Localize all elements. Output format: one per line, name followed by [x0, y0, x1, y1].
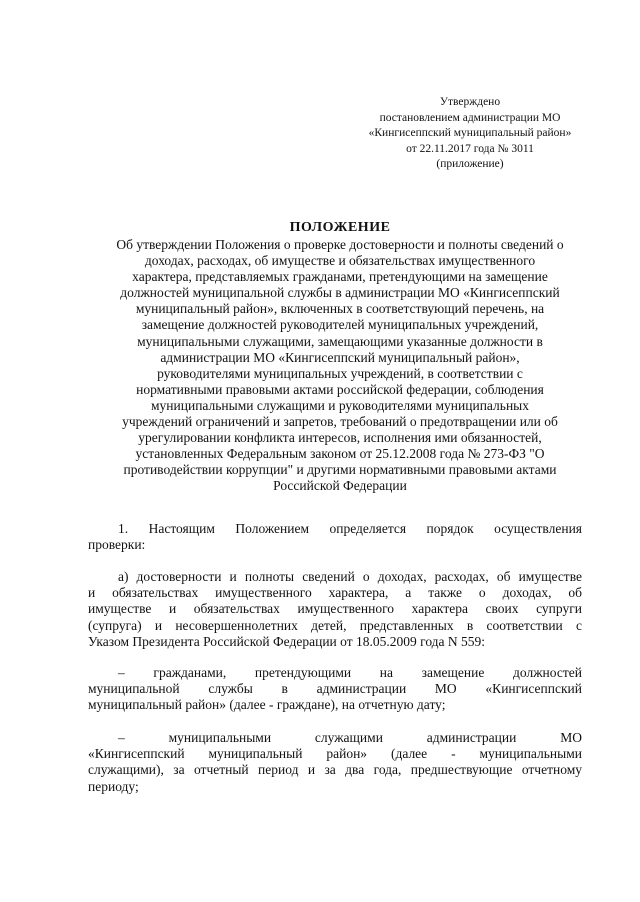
subtitle-line: администрации МО «Кингисеппский муниципальный район», — [160, 349, 520, 365]
subtitle-line: руководителями муниципальных учреждений, в соответствии с — [157, 365, 523, 381]
paragraph-line: муниципальной службы в администрации МО «Кингисеппский — [88, 681, 582, 697]
subtitle-line: муниципальными служащими и руководителями муниципальных — [151, 397, 529, 413]
subtitle-line: должностей муниципальной службы в администрации МО «Кингисеппский — [120, 285, 560, 301]
subtitle-line: замещение должностей руководителей муниципальных учреждений, — [141, 317, 539, 333]
paragraph-line: периоду; — [88, 778, 139, 794]
paragraph-4 — [88, 730, 582, 795]
paragraph-2 — [88, 569, 582, 650]
paragraph-line: проверки: — [88, 537, 146, 553]
subtitle-line: учреждений ограничений и запретов, требований о предотвращении или об — [122, 414, 558, 430]
paragraph-line: «Кингисеппский муниципальный район» (далее - муниципальными — [88, 746, 582, 762]
subtitle-line: муниципальными служащими, замещающими указанные должности в — [137, 333, 543, 349]
document-subtitle — [78, 237, 602, 495]
approval-line: (приложение) — [436, 158, 504, 170]
word: муниципальными — [168, 730, 272, 745]
approval-line: Утверждено — [439, 96, 501, 108]
paragraph-line: Указом Президента Российской Федерации от 18.05.2009 года N 559: — [88, 633, 486, 649]
subtitle-line: противодействии коррупции" и другими нормативными правовыми актами — [123, 462, 557, 478]
paragraph-1 — [88, 521, 582, 553]
paragraph-line: муниципальный район» (далее - граждане), на отчетную дату; — [88, 697, 446, 713]
subtitle-line: доходах, расходах, об имуществе и обязательствах имущественного — [144, 253, 536, 269]
subtitle-line: урегулировании конфликта интересов, исполнения ими обязанностей, — [138, 430, 542, 446]
word: служащими — [314, 730, 383, 745]
word: администрации — [426, 730, 517, 745]
paragraph-first-line — [88, 665, 582, 681]
approval-line: «Кингисеппский муниципальный район» — [368, 127, 572, 139]
paragraph-line: 1. Настоящим Положением определяется порядок осуществления — [118, 521, 582, 536]
dash-marker: – — [118, 730, 125, 745]
word: МО — [560, 730, 582, 745]
paragraph-first-line — [88, 730, 582, 746]
approval-stamp — [340, 95, 600, 173]
word: замещение — [421, 665, 485, 680]
paragraph-line: служащими), за отчетный период и за два года, предшествующие отчетному — [88, 762, 582, 778]
word: на — [379, 665, 393, 680]
subtitle-line: установленных Федеральным законом от 25.12.2008 года № 273-ФЗ "О — [135, 446, 545, 462]
paragraph-line: а) достоверности и полноты сведений о доходах, расходах, об имуществе — [118, 569, 582, 584]
paragraph-line: (супруга) и несовершеннолетних детей, представленных в соответствии с — [88, 617, 582, 633]
subtitle-line: Об утверждении Положения о проверке достоверности и полноты сведений о — [116, 237, 564, 252]
paragraph-line: и обязательствах имущественного характера, а также о доходах, об — [88, 585, 582, 601]
subtitle-line: Российской Федерации — [273, 478, 407, 494]
subtitle-line: нормативными правовыми актами российской федерации, соблюдения — [136, 381, 544, 397]
paragraph-line: имуществе и обязательствах имущественного характера своих супруги — [88, 601, 582, 617]
subtitle-line: характера, представляемых гражданами, претендующими на замещение — [132, 269, 548, 285]
paragraph-3 — [88, 665, 582, 714]
word: претендующими — [254, 665, 352, 680]
dash-marker: – — [118, 665, 125, 680]
word: гражданами, — [153, 665, 227, 680]
subtitle-line: муниципальный район», включенных в соответствующий перечень, на — [135, 301, 545, 317]
word: должностей — [513, 665, 582, 680]
approval-line: постановлением администрации МО — [379, 111, 561, 124]
approval-line: от 22.11.2017 года № 3011 — [406, 142, 534, 155]
document-title: ПОЛОЖЕНИЕ — [289, 220, 391, 235]
